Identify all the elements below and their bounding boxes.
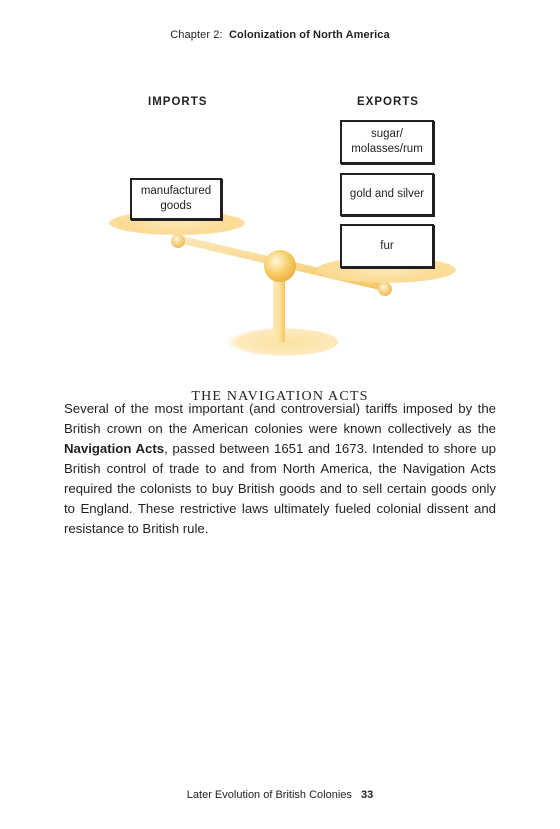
chapter-title: Colonization of North America <box>228 29 390 41</box>
export-box-sugar-molasses-rum: sugar/ molasses/rum <box>340 120 434 164</box>
section-title: THE NAVIGATION ACTS <box>191 388 369 404</box>
exports-label: EXPORTS <box>357 96 419 108</box>
page-number: 33 <box>360 789 374 801</box>
left-pan-knob <box>171 234 185 248</box>
paragraph-text-after: , passed between 1651 and 1673. Intended to shore up British control of trade to and from North America, the Navigation Acts required the colonists to buy British goods and to sell certain goods only to England. These restrictive laws ultimately fueled colonial dissent and resistance to British rule. <box>64 441 496 536</box>
trade-balance-diagram <box>0 0 560 370</box>
footer-book-title: Later Evolution of British Colonies <box>186 789 352 801</box>
right-pan-knob <box>378 282 392 296</box>
export-box-fur: fur <box>340 224 434 268</box>
paragraph-text-before: Several of the most important (and controversial) tariffs imposed by the British crown on the American colonies were known collectively as the <box>64 401 496 436</box>
balance-scale-illustration <box>0 0 560 370</box>
pivot-ball <box>264 250 296 282</box>
scale-post <box>273 272 285 342</box>
chapter-number: Chapter 2: <box>170 29 223 41</box>
imports-label: IMPORTS <box>148 96 208 108</box>
page-footer <box>0 789 560 801</box>
key-term-navigation-acts: Navigation Acts <box>64 441 165 456</box>
body-paragraph <box>64 399 496 539</box>
import-box-manufactured-goods: manufactured goods <box>130 178 222 220</box>
export-box-gold-and-silver: gold and silver <box>340 173 434 216</box>
